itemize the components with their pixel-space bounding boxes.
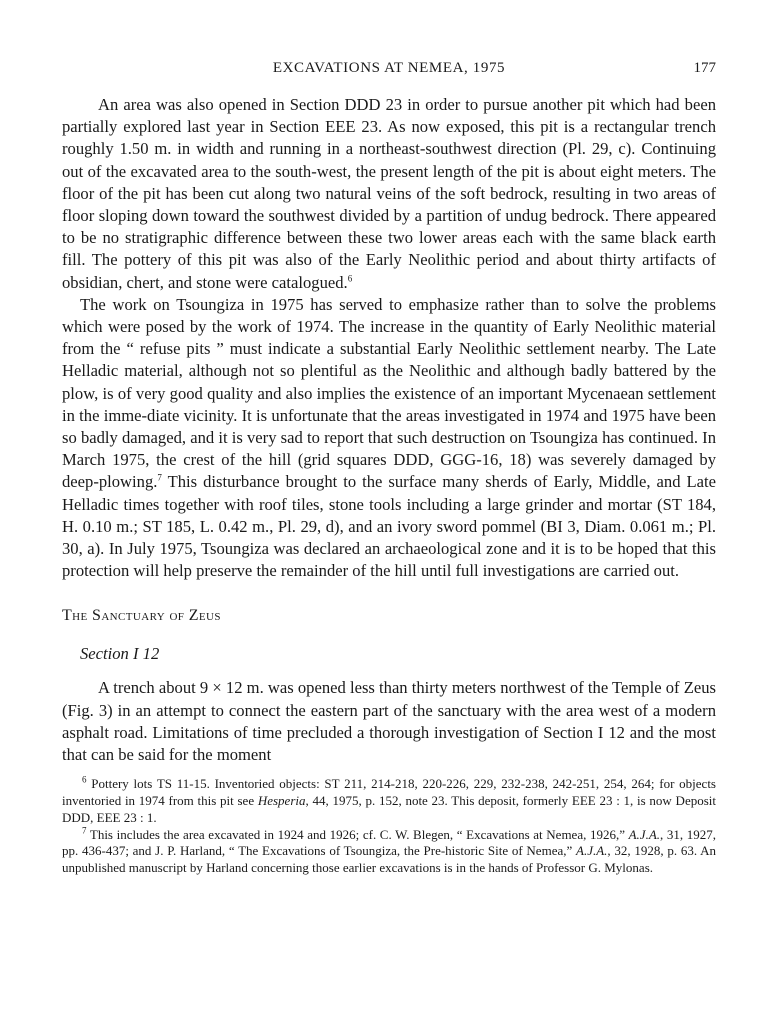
paragraph-tsoungiza-1975 [62, 294, 716, 583]
paragraph-section-i-12: A trench about 9 × 12 m. was opened less than thirty meters northwest of the Temple of Zeus (Fig. 3) in an attempt to connect the eastern part of the sanctuary with the area west of a modern asphalt road. Limitations of time precluded a thorough investigation of Section I 12 and the most that can be said for the moment [62, 678, 716, 765]
subsection-heading: Section I 12 [80, 644, 160, 664]
footnote-text-continued: , 31, 1927, pp. 436-437; and J. P. Harland, “ The Excavations of Tsoungiza, the Pre-historic Site of Nemea,” [62, 826, 716, 859]
footnote-6 [62, 776, 716, 826]
running-title: EXCAVATIONS AT NEMEA, 1975 [272, 60, 506, 76]
journal-title: A.J.A. [628, 826, 661, 842]
journal-title: Hesperia [257, 793, 306, 809]
paragraph-text: An area was also opened in Section DDD 23 in order to pursue another pit which had been partially explored last year in Section EEE 23. As now exposed, this pit is a rectangular trench roughly 1.50 m. in width and running in a northeast-southwest direction (Pl. 29, c). Continuing out of the excavated area to the south-west, the present length of the pit is about eight meters. The floor of the pit has been cut along two natural veins of the soft bedrock, resulting in two areas of floor sloping down toward the southwest divided by a partition of undug bedrock. There appeared to be no stratigraphic difference between these two lower areas each with the same black earth fill. The pottery of this pit was also of the Early Neolithic period and about thirty artifacts of obsidian, chert, and stone were catalogued. [62, 95, 716, 292]
running-header [62, 52, 716, 80]
footnote-ref-7: 7 [157, 472, 162, 483]
page [62, 52, 716, 877]
footnote-marker: 6 [82, 774, 87, 785]
journal-title: A.J.A. [576, 843, 608, 859]
footnote-text-continued: , 44, 1975, p. 152, note 23. This deposit, formerly EEE 23 : 1, is now Deposit DDD, EEE 23 : 1. [62, 793, 716, 825]
footnote-text: Pottery lots TS 11-15. Inventoried objects: ST 211, 214-218, 220-226, 229, 232-238, 242-251, 254, 264; for objects inventoried in 1974 from this pit see [62, 776, 716, 809]
section-heading: The Sanctuary of Zeus [62, 607, 221, 625]
section-text [62, 677, 716, 766]
footnote-marker: 7 [82, 825, 87, 836]
page-number: 177 [693, 60, 716, 76]
footnote-ref-6: 6 [347, 273, 353, 284]
paragraph-text: The work on Tsoungiza in 1975 has served to emphasize rather than to solve the problems which were posed by the work of 1974. The increase in the quantity of Early Neolithic material from the “ refuse pits ” must indicate a substantial Early Neolithic settlement nearby. The Late Helladic material, although not so plentiful as the Neolithic and although badly battered by the plow, is of very good quality and also implies the existence of an important Mycenaean settlement in the imme-diate vicinity. It is unfortunate that the areas investigated in 1974 and 1975 have been so badly damaged, and it is very sad to report that such destruction on Tsoungiza has continued. In March 1975, the crest of the hill (grid squares DDD, GGG-16, 18) was severely damaged by deep-plowing. [62, 294, 716, 492]
footnote-text-end: , 32, 1928, p. 63. An unpublished manuscript by Harland concerning those earlier excavations is in the hands of Professor G. Mylonas. [62, 843, 717, 876]
footnote-text: This includes the area excavated in 1924 and 1926; cf. C. W. Blegen, “ Excavations at Nemea, 1926,” [86, 826, 629, 842]
footnote-7 [62, 827, 716, 877]
paragraph-text-continued: This disturbance brought to the surface many sherds of Early, Middle, and Late Helladic times together with roof tiles, stone tools including a large grinder and mortar (ST 184, H. 0.10 m.; ST 185, L. 0.42 m., Pl. 29, d), and an ivory sword pommel (BI 3, Diam. 0.061 m.; Pl. 30, a). In July 1975, Tsoungiza was declared an archaeological zone and it is to be hoped that this protection will help preserve the remainder of the hill until full investigations are carried out. [62, 472, 716, 581]
paragraph-pit-section-ddd-23 [62, 94, 716, 294]
footnotes [62, 776, 716, 877]
main-text [62, 94, 716, 582]
